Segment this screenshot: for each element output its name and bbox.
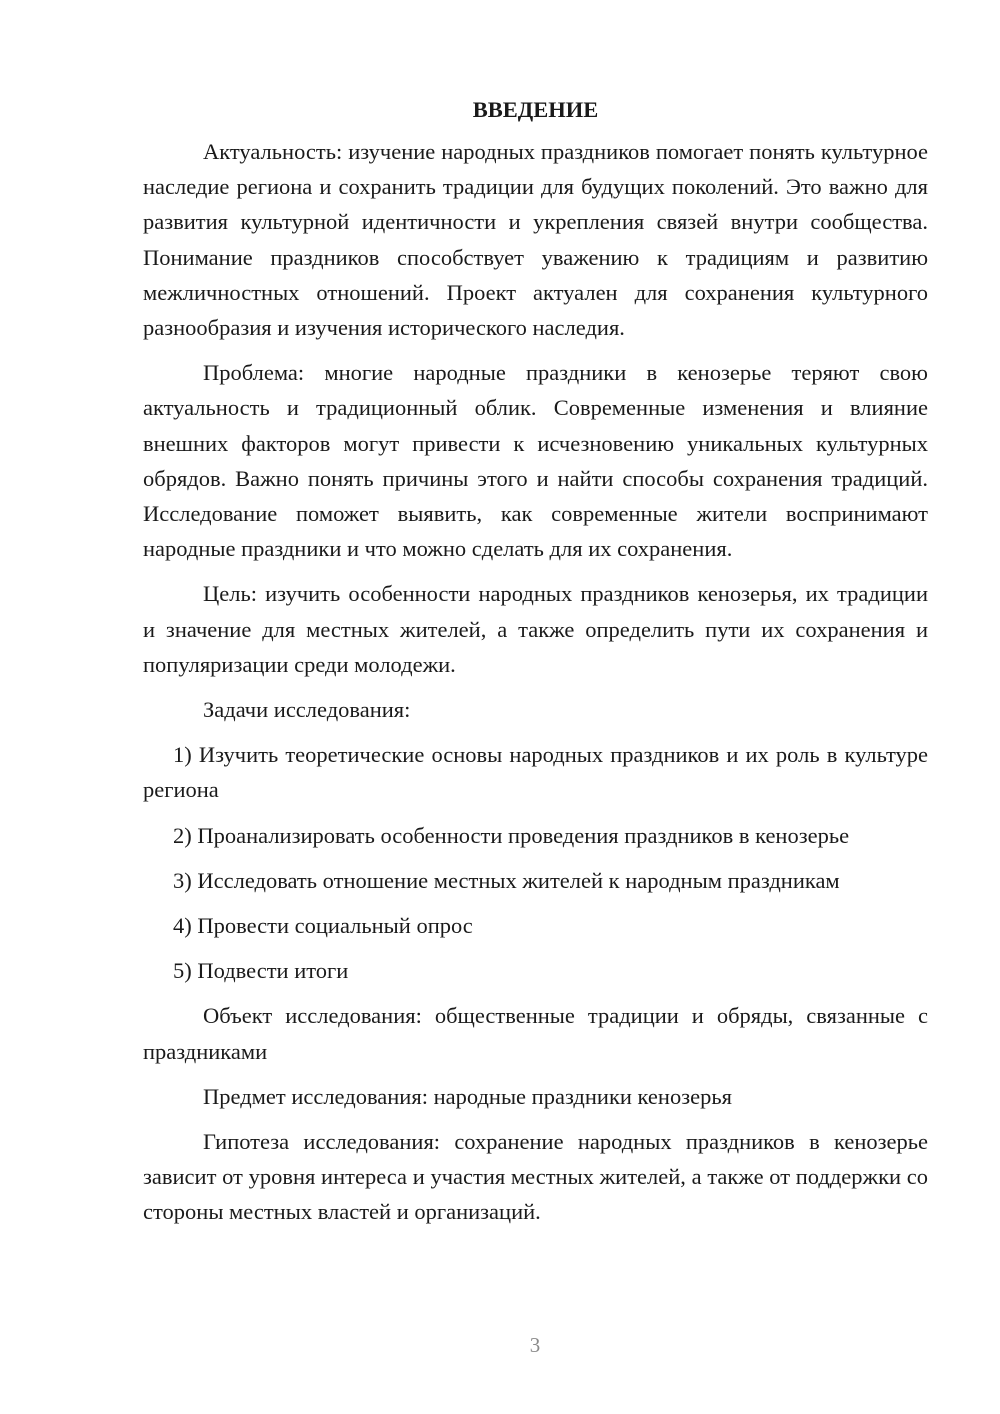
task-item-3: 3) Исследовать отношение местных жителей к народным праздникам — [173, 867, 840, 893]
section-title: ВВЕДЕНИЕ — [472, 97, 599, 122]
page-number: 3 — [529, 1333, 541, 1357]
task-item-2: 2) Проанализировать особенности проведения праздников в кенозерье — [173, 822, 850, 848]
relevance-paragraph: Актуальность: изучение народных праздников помогает понять культурное наследие региона и сохранить традиции для будущих поколений. Это важно для развития культурной идентичности и укрепления связей внутри сообщества. Понимание праздников способствует уважению к традициям и развитию межличностных отношений. Проект актуален для сохранения культурного разнообразия и изучения исторического наследия. — [143, 139, 928, 341]
problem-paragraph: Проблема: многие народные праздники в кенозерье теряют свою актуальность и традиционный облик. Современные изменения и влияние внешних факторов могут привести к исчезновению уникальных культурных обрядов. Важно понять причины этого и найти способы сохранения традиций. Исследование поможет выявить, как современные жители воспринимают народные праздники и что можно сделать для их сохранения. — [143, 360, 928, 562]
tasks-heading: Задачи исследования: — [203, 697, 411, 723]
hypothesis-paragraph: Гипотеза исследования: сохранение народных праздников в кенозерье зависит от уровня интереса и участия местных жителей, а также от поддержки со стороны местных властей и организаций. — [143, 1129, 928, 1225]
document-page — [143, 92, 928, 1240]
task-item-4: 4) Провести социальный опрос — [173, 913, 473, 939]
research-subject-paragraph: Предмет исследования: народные праздники кенозерья — [203, 1083, 732, 1109]
task-item-5: 5) Подвести итоги — [173, 958, 349, 984]
goal-paragraph: Цель: изучить особенности народных праздников кенозерья, их традиции и значение для местных жителей, а также определить пути их сохранения и популяризации среди молодежи. — [143, 581, 928, 677]
research-object-paragraph: Объект исследования: общественные традиции и обряды, связанные с праздниками — [143, 1003, 928, 1064]
task-item-1: 1) Изучить теоретические основы народных праздников и их роль в культуре региона — [143, 742, 928, 803]
